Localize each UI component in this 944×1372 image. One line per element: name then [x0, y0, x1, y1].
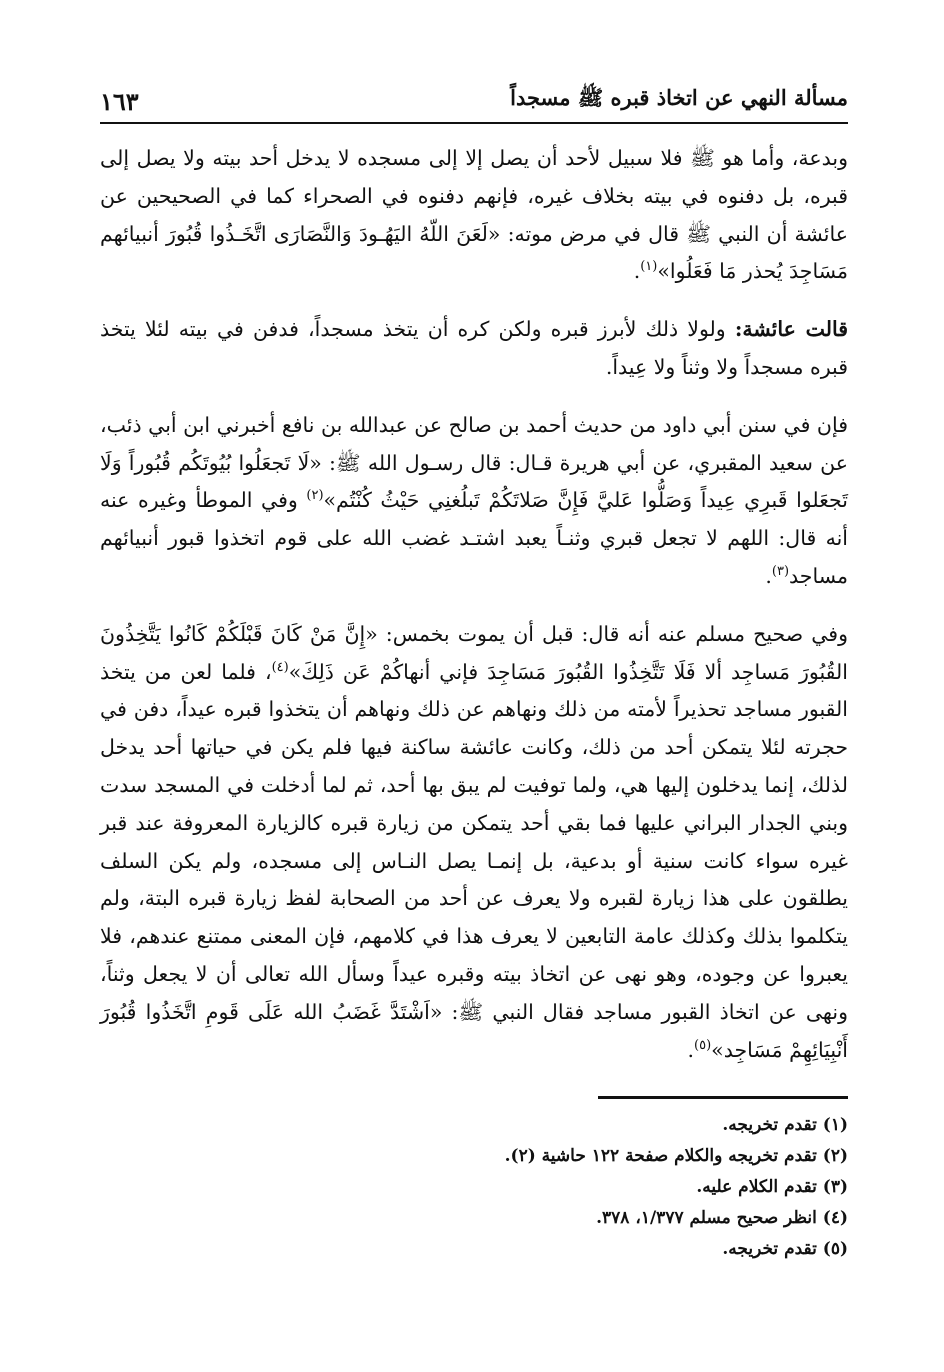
paragraph-1: وبدعة، وأما هو ﷺ فلا سبيل لأحد أن يصل إلا إلى مسجده لا يدخل أحد بيته ولا يصل إلى قبره، بل دفنوه في بيته بخلاف غيره، فإنهم دفنوه في الصحراء كما في الصحيحين عن عائشة أن النبي ﷺ قال في مرض موته: «لَعَنَ اللّهُ اليَهُـودَ وَالنَّصَارَى اتَّخَـذُوا قُبُورَ أنبيائهم مَسَاجِدَ يُحذر مَا فَعَلُوا»$^{(١)}$.	[100, 146, 848, 284]
footnote-4: (٤) انظر صحيح مسلم ١/٣٧٧، ٣٧٨.	[596, 1208, 848, 1228]
paragraph-4: وفي صحيح مسلم عنه أنه قال: قبل أن يموت بخمس: «إِنَّ مَنْ كَانَ قَبْلَكُمْ كَانُوا يَتَّخِذُونَ القُبُورَ مَساجِد ألا فَلَا تَتَّخِذُوا القُبُورَ مَسَاجِدَ فإني أنهاكُمْ عَن ذَلِكَ»$^{(٤)}$، فلما لعن من يتخذ القبور مساجد تحذيراً لأمته من ذلك ونهاهم عن ذلك ونهاهم أن يتخذوا قبره عيداً، دفن في حجرته لئلا يتمكن أحد من ذلك، وكانت عائشة ساكنة فيها فلم يكن في حياتها أحد يدخل لذلك، إنما يدخلون إليها هي، ولما توفيت لم يبق بها أحد، ثم لما أدخلت في المسجد سدت وبني الجدار البراني عليها فما بقي أحد يتمكن من زيارة قبره كالزيارة المعروفة عند قبر غيره سواء كانت سنية أو بدعية، بل إنمـا يصل النـاس إلى مسجده، ولم يكن السلف يطلقون على هذا زيارة لقبره ولا يعرف عن أحد من الصحابة لفظ زيارة قبره البتة، ولم يتكلموا بذلك وكذلك عامة التابعين لا يعرف هذا في كلامهم، فإن المعنى ممتنع عندهم، فلا يعبروا عن وجوده، وهو نهى عن اتخاذ بيته وقبره عيداً وسأل الله تعالى أن لا يجعل وثناً، ونهى عن اتخاذ القبور مساجد فقال النبي ﷺ: «اَشْتَدَّ غَضَبُ الله عَلَى قَومِ اتَّخَذُوا قُبُورَ أَنْبِيَائِهِمْ مَسَاجِد»$^{(٥)}$.	[100, 621, 848, 1062]
footnote-5: (٥) تقدم تخريجه.	[722, 1239, 848, 1259]
running-title: مسألة النهي عن اتخاذ قبره ﷺ مسجداً	[510, 85, 848, 110]
paragraph-lead: قالت عائشة:	[734, 317, 848, 342]
footnote-ref-2: (٢)	[306, 488, 324, 504]
page-number: ١٦٣	[100, 87, 139, 116]
footnote-ref-3: (٣)	[771, 564, 790, 580]
footnote-3: (٣) تقدم الكلام عليه.	[696, 1177, 848, 1197]
paragraph-3: فإن في سنن أبي داود من حديث أحمد بن صالح عن عبدالله بن نافع أخبرني ابن أبي ذئب، عن سعيد المقبري، عن أبي هريرة قـال: قال رسـول الله ﷺ: «لَا تَجعَلُوا بُيُوتَكُم قُبُوراً وَلَا تَجعَلوا قَبرِي عِيداً وَصَلُّوا عَليَّ فَإِنَّ صَلاتَكُمْ تَبلُغنِي حَيْثُ كُنْتُم»$^{(٢)}$ وفي الموطأ وغيره عنه أنه قال: اللهم لا تجعل قبري وثنـاً يعبد اشتـد غضب الله على قوم اتخذوا قبور أنبيائهم مساجد$^{(٣)}$.	[100, 412, 848, 588]
footnote-divider	[598, 1096, 848, 1099]
footnotes	[348, 1110, 848, 1265]
footnote-ref-5: (٥)	[694, 1037, 712, 1053]
main-text	[100, 140, 848, 1089]
footnote-ref-1: (١)	[640, 259, 658, 275]
paragraph-2: قالت عائشة: ولولا ذلك لأبرز قبره ولكن كره أن يتخذ مسجداً، فدفن في بيته لئلا يتخذ قبره مسجداً ولا وثناً ولا عِيداً.	[100, 317, 848, 379]
page-header	[100, 82, 848, 124]
footnote-2: (٢) تقدم تخريجه والكلام صفحة ١٢٢ حاشية (٢).	[504, 1146, 848, 1166]
footnote-1: (١) تقدم تخريجه.	[722, 1115, 848, 1135]
footnote-ref-4: (٤)	[271, 659, 289, 675]
